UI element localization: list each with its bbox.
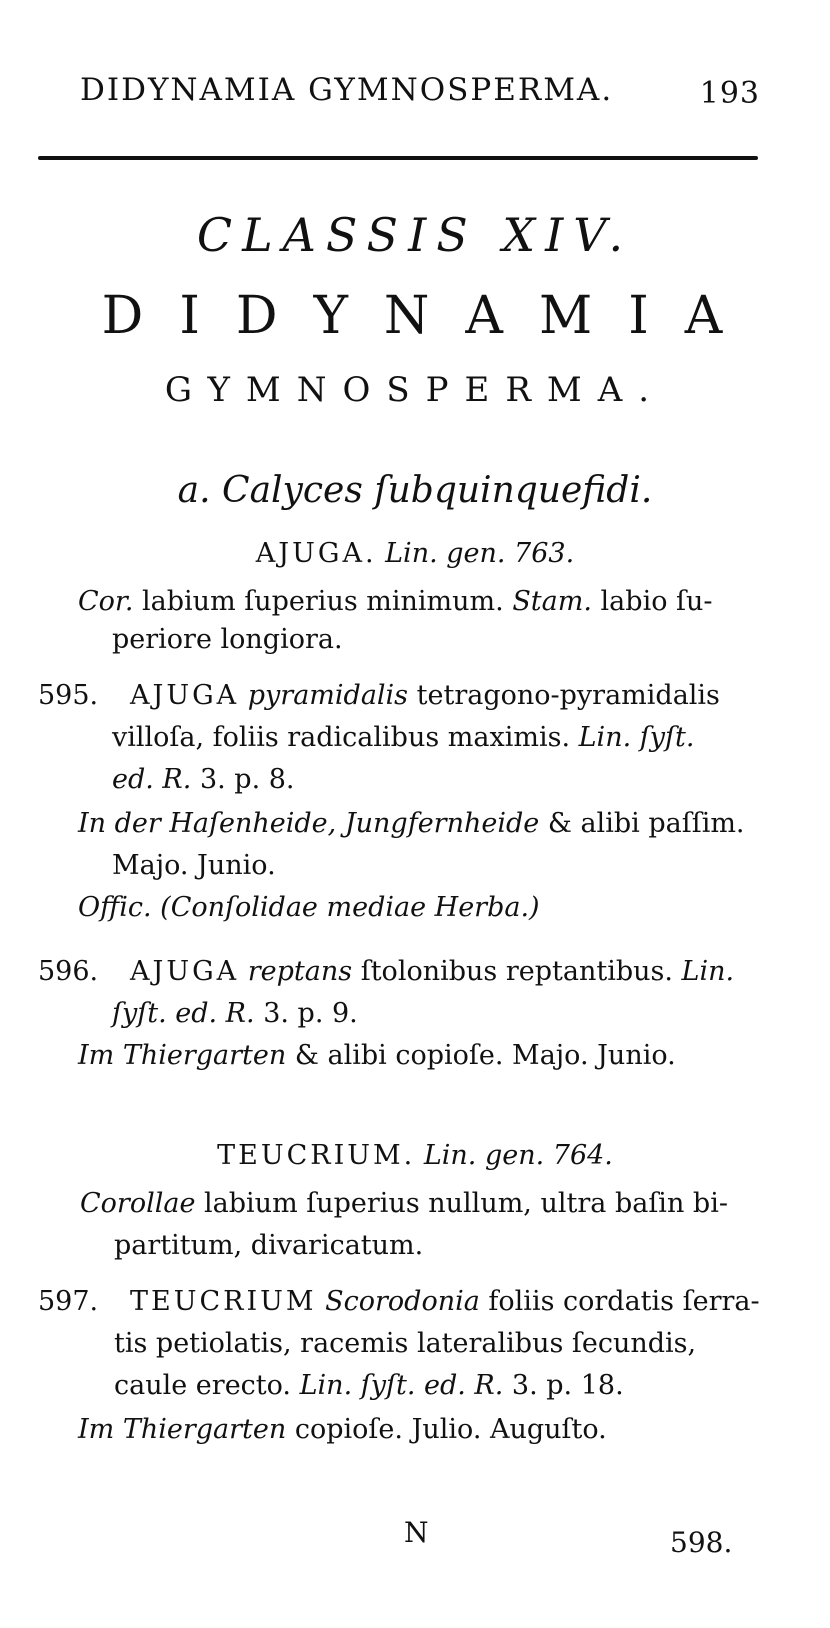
species-reference-page: 3. p. 9. <box>263 998 358 1029</box>
species-epithet: reptans <box>247 956 353 987</box>
species-line <box>114 1370 624 1401</box>
page-number: 193 <box>699 76 760 111</box>
class-title: CLASSIS XIV. <box>196 208 634 262</box>
species-reference: Lin. ſyſt. <box>578 722 695 753</box>
species-locality <box>78 808 745 839</box>
species-number: 595. <box>38 680 99 711</box>
species-epithet: Scorodonia <box>325 1286 480 1317</box>
species-reference: ed. R. <box>112 764 192 795</box>
locality-text: & alibi copioſe. Majo. Junio. <box>294 1040 676 1071</box>
header-rule <box>38 156 758 160</box>
order-name: GYMNOSPERMA. <box>164 370 666 410</box>
locality-place: Im Thiergarten <box>78 1040 287 1071</box>
class-name: DIDYNAMIA <box>101 286 759 346</box>
species-reference: Lin. <box>681 956 735 987</box>
species-diagnosis: caule erecto. <box>114 1370 292 1401</box>
locality-text: copioſe. Julio. Auguſto. <box>294 1414 607 1445</box>
species-genus: TEUCRIUM <box>130 1286 317 1317</box>
species-line <box>112 764 295 795</box>
species-diagnosis: villoſa, foliis radicalibus maximis. <box>112 722 571 753</box>
species-reference: Lin. ſyſt. ed. R. <box>299 1370 504 1401</box>
species-number: 596. <box>38 956 99 987</box>
desc-text: labio ſu- <box>600 586 713 617</box>
page-header <box>80 72 760 116</box>
desc-text: labium ſuperius nullum, ultra baſin bi- <box>204 1188 728 1219</box>
species-line: tis petiolatis, racemis lateralibus ſecundis, <box>114 1328 697 1359</box>
genus-heading-ajuga <box>0 538 830 569</box>
species-officinal: Offic. (Conſolidae mediae Herba.) <box>78 892 540 923</box>
species-reference: ſyſt. ed. R. <box>112 998 255 1029</box>
species-flowering: Majo. Junio. <box>112 850 276 881</box>
species-line <box>130 1286 760 1317</box>
locality-place: In der Haſenheide, Jungfernheide <box>78 808 540 839</box>
species-diagnosis: foliis cordatis ſerra- <box>488 1286 760 1317</box>
genus-description-line <box>78 586 713 617</box>
genus-name: TEUCRIUM. <box>217 1140 416 1171</box>
section-heading: a. Calyces ſubquinquefidi. <box>177 470 653 511</box>
species-number: 597. <box>38 1286 99 1317</box>
desc-text: labium ſuperius minimum. <box>142 586 504 617</box>
species-line <box>112 722 694 753</box>
locality-text: & alibi paſſim. <box>547 808 745 839</box>
species-reference-page: 3. p. 18. <box>511 1370 624 1401</box>
species-line <box>130 680 720 711</box>
species-genus: AJUGA <box>130 680 240 711</box>
genus-description-line: periore longiora. <box>112 624 343 655</box>
species-epithet: pyramidalis <box>247 680 409 711</box>
signature-mark: N <box>404 1516 429 1549</box>
species-genus: AJUGA <box>130 956 240 987</box>
catchword: 598. <box>670 1526 733 1559</box>
genus-description-line: partitum, divaricatum. <box>114 1230 424 1261</box>
desc-term: Stam. <box>512 586 592 617</box>
locality-place: Im Thiergarten <box>78 1414 287 1445</box>
genus-reference: Lin. gen. 763. <box>385 538 575 569</box>
genus-name: AJUGA. <box>255 538 377 569</box>
species-diagnosis: tetragono-pyramidalis <box>416 680 720 711</box>
species-line <box>112 998 358 1029</box>
desc-term: Corollae <box>80 1188 196 1219</box>
species-locality <box>78 1040 676 1071</box>
genus-heading-teucrium <box>0 1140 830 1171</box>
genus-reference: Lin. gen. 764. <box>423 1140 613 1171</box>
desc-term: Cor. <box>78 586 134 617</box>
species-diagnosis: ſtolonibus reptantibus. <box>360 956 673 987</box>
species-locality <box>78 1414 607 1445</box>
running-title: DIDYNAMIA GYMNOSPERMA. <box>80 72 614 108</box>
species-reference-page: 3. p. 8. <box>199 764 295 795</box>
species-line <box>130 956 734 987</box>
genus-description-line <box>80 1188 728 1219</box>
